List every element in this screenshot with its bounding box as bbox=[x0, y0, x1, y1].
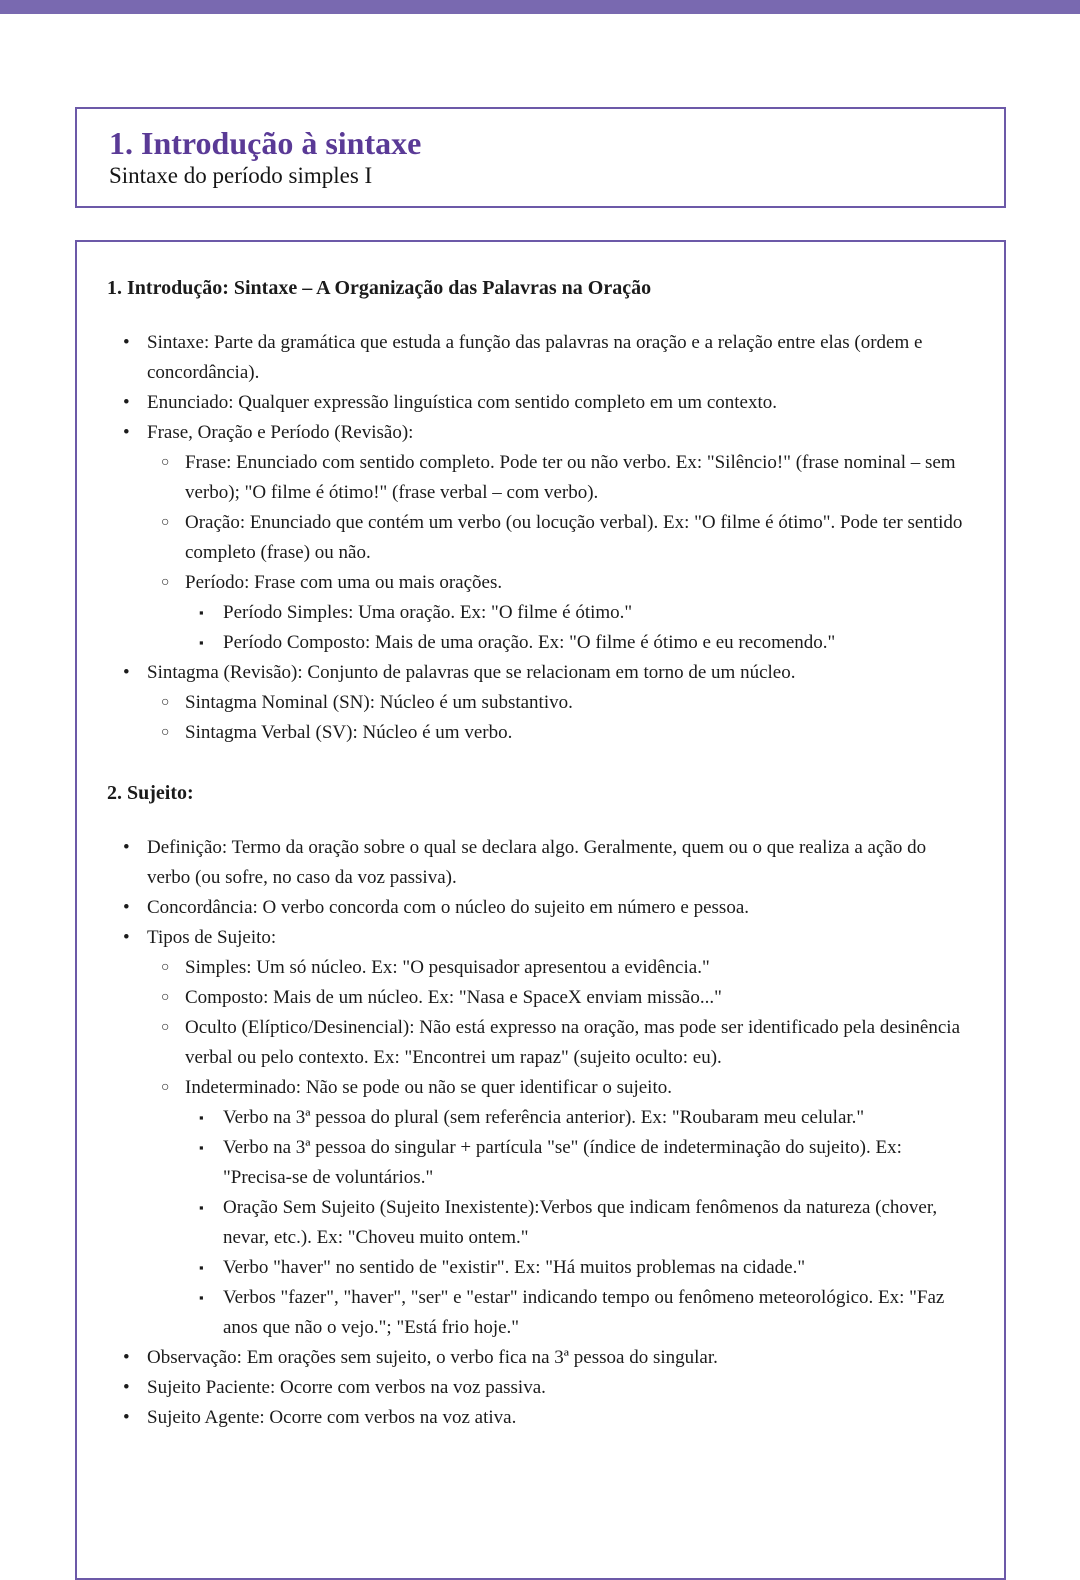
content-card bbox=[75, 240, 1006, 1580]
bullet-marker-icon: ▪ bbox=[199, 1110, 204, 1125]
list-item-text: Oração: Enunciado que contém um verbo (ou locução verbal). Ex: "O filme é ótimo". Pode ter sentido completo (frase) ou não. bbox=[185, 512, 963, 563]
top-accent-bar bbox=[0, 0, 1080, 14]
list-item bbox=[107, 568, 972, 598]
section-heading: 1. Introdução: Sintaxe – A Organização das Palavras na Oração bbox=[107, 277, 652, 299]
bullet-marker-icon: ○ bbox=[161, 1020, 170, 1035]
bullet-marker-icon: • bbox=[123, 897, 130, 918]
list-item bbox=[107, 658, 972, 688]
list-item-text: Sujeito Agente: Ocorre com verbos na voz ativa. bbox=[147, 1407, 517, 1428]
bullet-marker-icon: ▪ bbox=[199, 1290, 204, 1305]
list-item-text: Oculto (Elíptico/Desinencial): Não está expresso na oração, mas pode ser identificado pela desinência verbal ou pelo contexto. Ex: "Encontrei um rapaz" (sujeito oculto: eu). bbox=[185, 1017, 961, 1068]
bullet-marker-icon: ▪ bbox=[199, 1260, 204, 1275]
bullet-marker-icon: ○ bbox=[161, 990, 170, 1005]
list-item bbox=[107, 688, 972, 718]
list-item bbox=[107, 923, 972, 953]
list-item-text: Período: Frase com uma ou mais orações. bbox=[185, 572, 503, 593]
list-item-text: Definição: Termo da oração sobre o qual se declara algo. Geralmente, quem ou o que realiza a ação do verbo (ou sofre, no caso da voz passiva). bbox=[147, 837, 927, 888]
list-item-text: Sintagma Verbal (SV): Núcleo é um verbo. bbox=[185, 722, 513, 743]
list-item bbox=[107, 1073, 972, 1103]
list-item bbox=[107, 628, 972, 658]
list-item bbox=[107, 1343, 972, 1373]
bullet-marker-icon: ▪ bbox=[199, 1200, 204, 1215]
bullet-marker-icon: • bbox=[123, 1407, 130, 1428]
bullet-marker-icon: • bbox=[123, 662, 130, 683]
list-item bbox=[107, 718, 972, 748]
list-item bbox=[107, 1103, 972, 1133]
bullet-marker-icon: ▪ bbox=[199, 605, 204, 620]
list-item-text: Simples: Um só núcleo. Ex: "O pesquisador apresentou a evidência." bbox=[185, 957, 710, 978]
bullet-marker-icon: • bbox=[123, 332, 130, 353]
bullet-marker-icon: ○ bbox=[161, 455, 170, 470]
list-item bbox=[107, 418, 972, 448]
list-item-text: Enunciado: Qualquer expressão linguística com sentido completo em um contexto. bbox=[147, 392, 778, 413]
list-item-text: Sintaxe: Parte da gramática que estuda a função das palavras na oração e a relação entre elas (ordem e concordância). bbox=[147, 332, 923, 383]
list-item-text: Sintagma Nominal (SN): Núcleo é um substantivo. bbox=[185, 692, 573, 713]
list-item bbox=[107, 1283, 972, 1343]
list-item bbox=[107, 448, 972, 508]
list-item bbox=[107, 328, 972, 388]
list-item bbox=[107, 983, 972, 1013]
list-item-text: Verbo na 3ª pessoa do plural (sem referência anterior). Ex: "Roubaram meu celular." bbox=[223, 1107, 865, 1128]
list-item bbox=[107, 953, 972, 983]
list-item bbox=[107, 1373, 972, 1403]
bullet-marker-icon: ○ bbox=[161, 575, 170, 590]
list-item-text: Composto: Mais de um núcleo. Ex: "Nasa e SpaceX enviam missão..." bbox=[185, 987, 722, 1008]
bullet-marker-icon: ▪ bbox=[199, 1140, 204, 1155]
bullet-marker-icon: ○ bbox=[161, 515, 170, 530]
list-item bbox=[107, 1253, 972, 1283]
bullet-marker-icon: • bbox=[123, 1377, 130, 1398]
list-item-text: Sujeito Paciente: Ocorre com verbos na voz passiva. bbox=[147, 1377, 546, 1398]
list-item-text: Indeterminado: Não se pode ou não se quer identificar o sujeito. bbox=[185, 1077, 672, 1098]
list-item-text: Frase: Enunciado com sentido completo. Pode ter ou não verbo. Ex: "Silêncio!" (frase nominal – sem verbo); "O filme é ótimo!" (frase verbal – com verbo). bbox=[185, 452, 956, 503]
list-item bbox=[107, 893, 972, 923]
bullet-marker-icon: • bbox=[123, 927, 130, 948]
bullet-marker-icon: ○ bbox=[161, 960, 170, 975]
list-item-text: Oração Sem Sujeito (Sujeito Inexistente):Verbos que indicam fenômenos da natureza (chover, nevar, etc.). Ex: "Choveu muito ontem." bbox=[223, 1197, 938, 1248]
list-item-text: Observação: Em orações sem sujeito, o verbo fica na 3ª pessoa do singular. bbox=[147, 1347, 718, 1368]
bullet-marker-icon: • bbox=[123, 1347, 130, 1368]
list-item-text: Verbo "haver" no sentido de "existir". Ex: "Há muitos problemas na cidade." bbox=[223, 1257, 806, 1278]
bullet-marker-icon: • bbox=[123, 392, 130, 413]
bullet-marker-icon: • bbox=[123, 837, 130, 858]
bullet-marker-icon: • bbox=[123, 422, 130, 443]
list-item bbox=[107, 508, 972, 568]
content-blocks bbox=[107, 273, 972, 1433]
bullet-marker-icon: ○ bbox=[161, 695, 170, 710]
bullet-marker-icon: ○ bbox=[161, 725, 170, 740]
list-item-text: Período Composto: Mais de uma oração. Ex: "O filme é ótimo e eu recomendo." bbox=[223, 632, 836, 653]
list-item bbox=[107, 388, 972, 418]
list-item-text: Concordância: O verbo concorda com o núcleo do sujeito em número e pessoa. bbox=[147, 897, 750, 918]
list-item-text: Período Simples: Uma oração. Ex: "O filme é ótimo." bbox=[223, 602, 633, 623]
list-item-text: Verbos "fazer", "haver", "ser" e "estar" indicando tempo ou fenômeno meteorológico. Ex: "Faz anos que não o vejo."; "Está frio hoje." bbox=[223, 1287, 945, 1338]
list-item-text: Verbo na 3ª pessoa do singular + partícula "se" (índice de indeterminação do sujeito). Ex: "Precisa-se de voluntários." bbox=[223, 1137, 902, 1188]
list-item bbox=[107, 833, 972, 893]
header-card bbox=[75, 107, 1006, 208]
list-item bbox=[107, 1133, 972, 1193]
list-item bbox=[107, 598, 972, 628]
list-item-text: Sintagma (Revisão): Conjunto de palavras que se relacionam em torno de um núcleo. bbox=[147, 662, 796, 683]
list-item-text: Frase, Oração e Período (Revisão): bbox=[147, 422, 414, 443]
page-subtitle: Sintaxe do período simples I bbox=[109, 162, 373, 188]
list-item bbox=[107, 1193, 972, 1253]
page-title: 1. Introdução à sintaxe bbox=[109, 125, 422, 161]
bullet-marker-icon: ○ bbox=[161, 1080, 170, 1095]
list-item bbox=[107, 1013, 972, 1073]
bullet-marker-icon: ▪ bbox=[199, 635, 204, 650]
list-item bbox=[107, 1403, 972, 1433]
list-item-text: Tipos de Sujeito: bbox=[147, 927, 277, 948]
section-heading: 2. Sujeito: bbox=[107, 782, 194, 804]
